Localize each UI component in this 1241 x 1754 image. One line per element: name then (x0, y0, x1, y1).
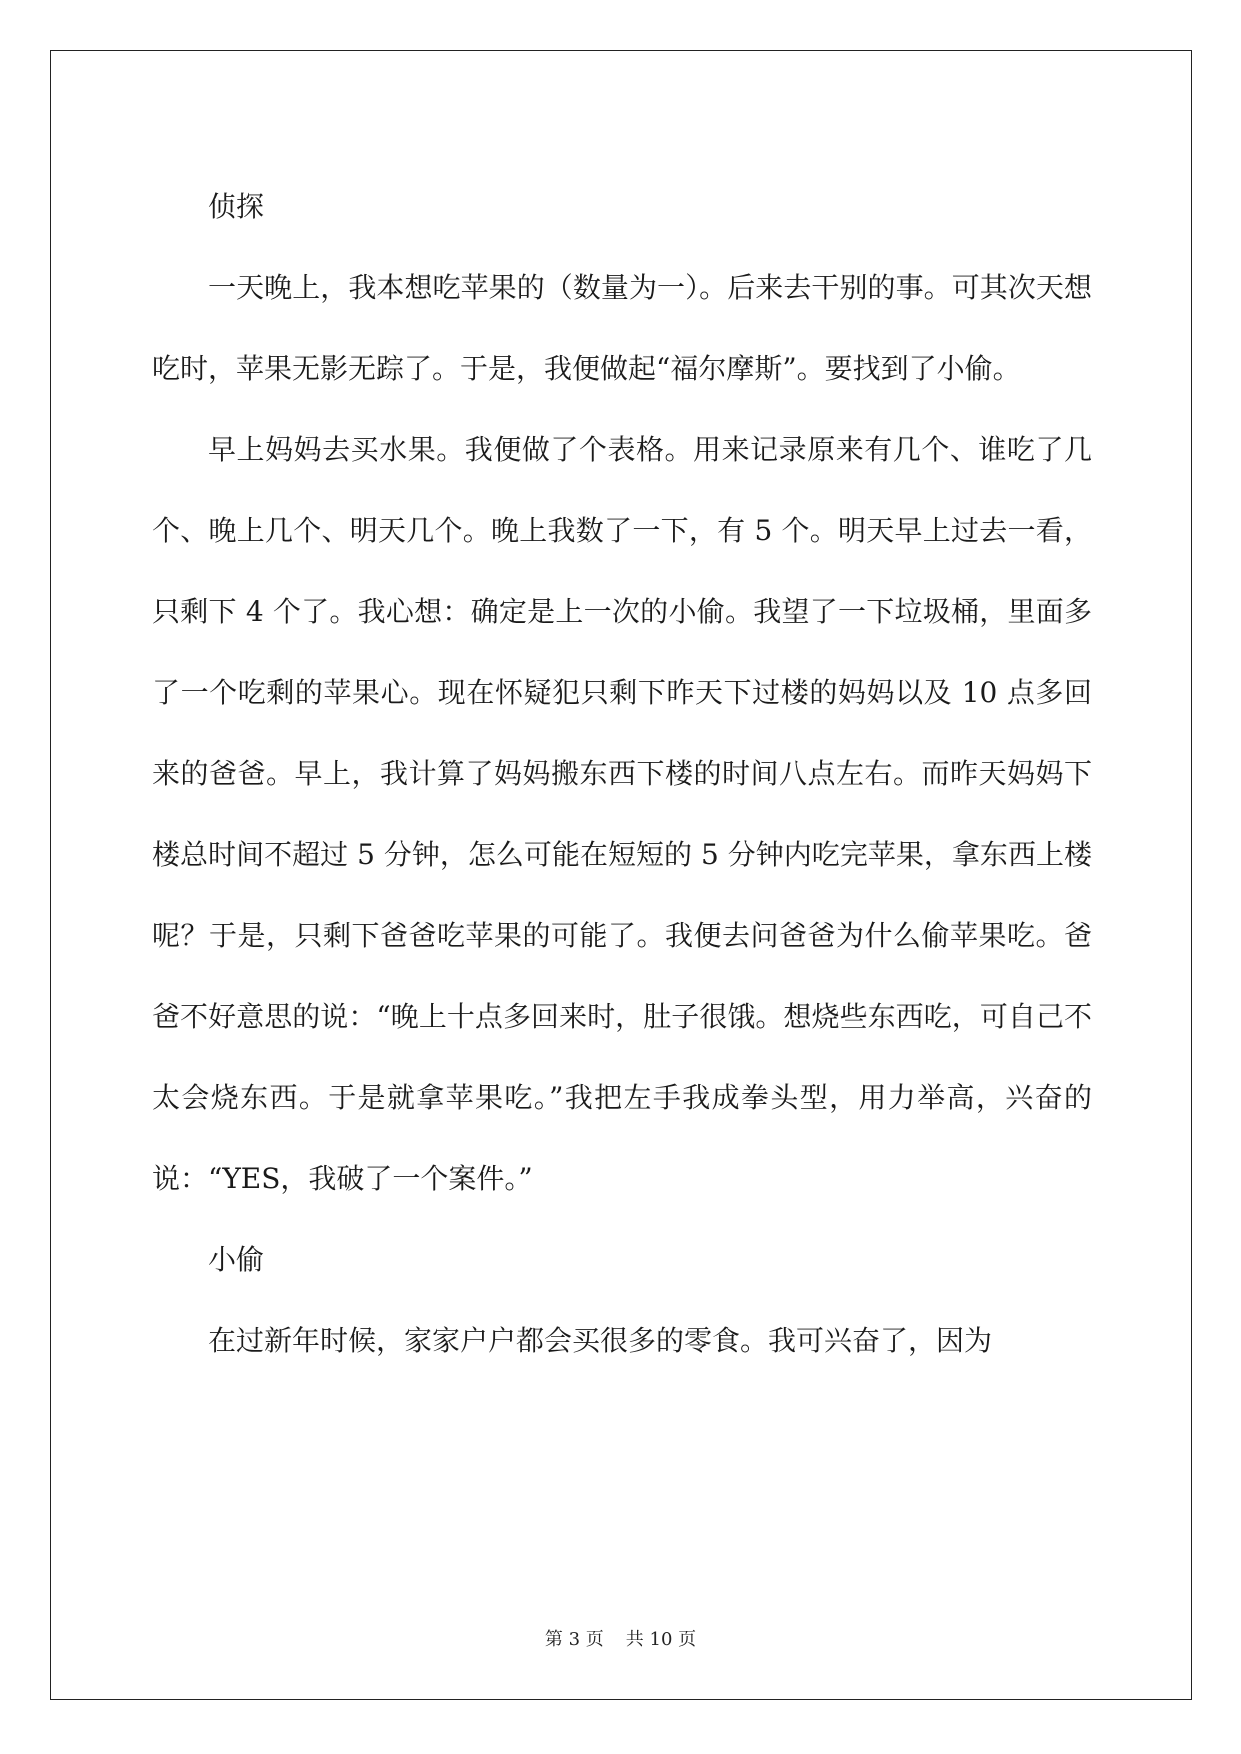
section-heading: 小偷 (208, 1243, 265, 1276)
paragraph: 一天晚上，我本想吃苹果的（数量为一）。后来去干别的事。可其次天想吃时，苹果无影无踪了。于是，我便做起“福尔摩斯”。要找到了小偷。 (152, 271, 1092, 385)
section-heading: 侦探 (208, 190, 265, 223)
paragraph: 早上妈妈去买水果。我便做了个表格。用来记录原来有几个、谁吃了几个、晚上几个、明天几个。晚上我数了一下，有 5 个。明天早上过去一看，只剩下 4 个了。我心想：确定是上一次的小偷。我望了一下垃圾桶，里面多了一个吃剩的苹果心。现在怀疑犯只剩下昨天下过楼的妈妈以及 10 点多回来的爸爸。早上，我计算了妈妈搬东西下楼的时间八点左右。而昨天妈妈下楼总时间不超过 5 分钟，怎么可能在短短的 5 分钟内吃完苹果，拿东西上楼呢？于是，只剩下爸爸吃苹果的可能了。我便去问爸爸为什么偷苹果吃。爸爸不好意思的说：“晚上十点多回来时，肚子很饿。想烧些东西吃，可自己不太会烧东西。于是就拿苹果吃。”我把左手我成拳头型，用力举高，兴奋的说：“YES，我破了一个案件。” (152, 433, 1092, 1195)
page-footer (0, 1625, 1241, 1651)
paragraph: 在过新年时候，家家户户都会买很多的零食。我可兴奋了，因为 (208, 1324, 993, 1357)
document-body (152, 166, 1092, 1381)
page-total: 共 10 页 (625, 1629, 697, 1650)
page-number: 第 3 页 (544, 1629, 604, 1650)
